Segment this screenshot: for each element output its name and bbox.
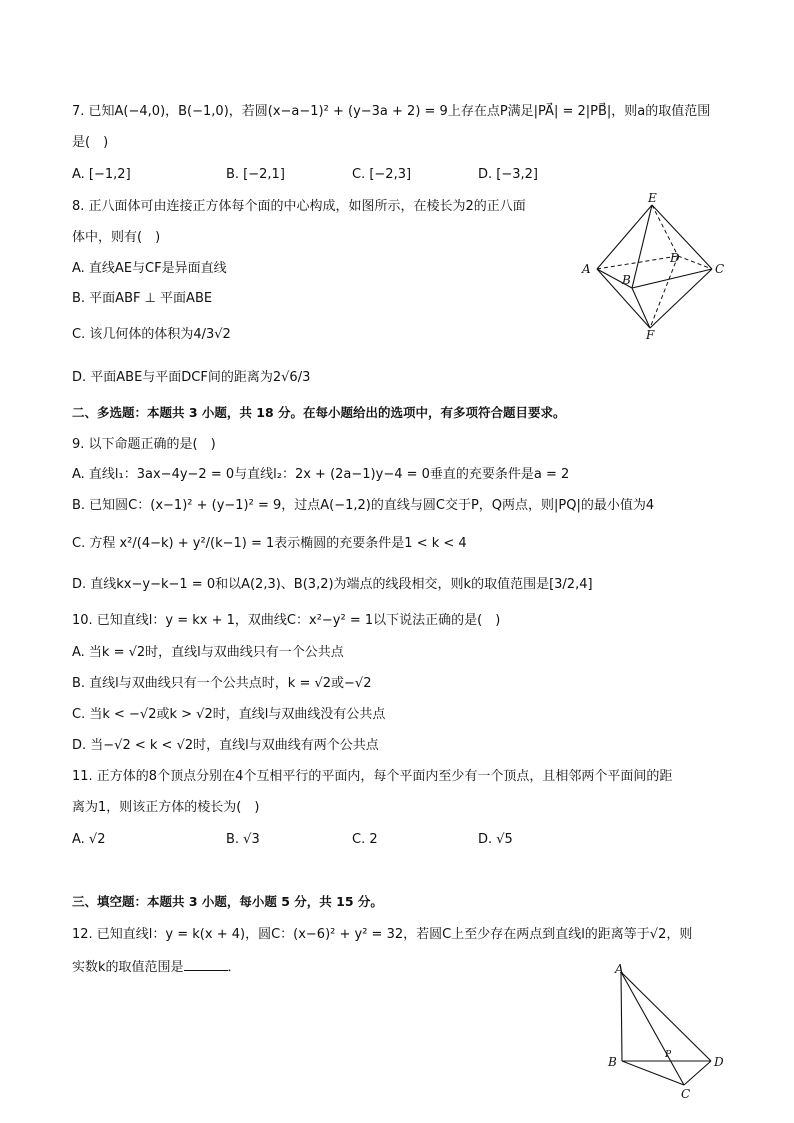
fig8-label-f: F <box>646 328 655 342</box>
q11-option-d: D. √5 <box>478 832 513 847</box>
q8-stem-line1: 8. 正八面体可由连接正方体每个面的中心构成，如图所示，在棱长为2的正八面 <box>72 199 526 214</box>
q9-option-c: C. 方程 x²/(4−k) + y²/(k−1) = 1表示椭圆的充要条件是1 < k < 4 <box>72 536 467 551</box>
section-2-heading: 二、多选题：本题共 3 小题，共 18 分。在每小题给出的选项中，有多项符合题目要求。 <box>72 405 566 420</box>
q12-answer-blank <box>184 958 228 971</box>
fig12-label-c: C <box>681 1087 691 1101</box>
tetrahedron-figure <box>605 962 735 1102</box>
q12-stem-line1: 12. 已知直线l：y = k(x + 4)，圆C：(x−6)² + y² = 32，若圆C上至少存在两点到直线l的距离等于√2，则 <box>72 927 693 942</box>
q12-stem-line2-text: 实数k的取值范围是 <box>72 960 184 975</box>
q9-stem: 9. 以下命题正确的是( ) <box>72 437 216 452</box>
fig12-label-b: B <box>608 1055 617 1069</box>
fig12-label-p: P <box>665 1050 672 1060</box>
q12-stem-line2-end: ． <box>227 960 241 975</box>
q7-option-c: C. [−2,3] <box>352 167 412 182</box>
q9-option-a: A. 直线l₁：3ax−4y−2 = 0与直线l₂：2x + (2a−1)y−4 = 0垂直的充要条件是a = 2 <box>72 467 570 482</box>
q7-option-b: B. [−2,1] <box>226 167 285 182</box>
q8-option-a: A. 直线AE与CF是异面直线 <box>72 261 227 276</box>
fig8-label-c: C <box>715 262 725 276</box>
fig8-label-a: A <box>582 262 591 276</box>
q11-stem-line1: 11. 正方体的8个顶点分别在4个互相平行的平面内，每个平面内至少有一个顶点，且相邻两个平面间的距 <box>72 769 673 784</box>
q10-option-c: C. 当k < −√2或k > √2时，直线l与双曲线没有公共点 <box>72 707 386 722</box>
fig8-label-e: E <box>648 192 657 205</box>
q8-stem-line2: 体中，则有( ) <box>72 230 161 245</box>
q10-option-d: D. 当−√2 < k < √2时，直线l与双曲线有两个公共点 <box>72 738 379 753</box>
q8-option-c: C. 该几何体的体积为4/3√2 <box>72 327 231 342</box>
q11-option-c: C. 2 <box>352 832 378 847</box>
fig8-label-d: D <box>670 251 680 265</box>
fig12-label-a: A <box>615 962 624 976</box>
q9-option-d: D. 直线kx−y−k−1 = 0和以A(2,3)、B(3,2)为端点的线段相交，则k的取值范围是[3/2,4] <box>72 577 593 592</box>
section-3-heading: 三、填空题：本题共 3 小题，每小题 5 分，共 15 分。 <box>72 894 383 909</box>
octahedron-figure <box>578 192 728 342</box>
q11-option-b: B. √3 <box>226 832 260 847</box>
q8-option-d: D. 平面ABE与平面DCF间的距离为2√6/3 <box>72 370 311 385</box>
q10-stem: 10. 已知直线l：y = kx + 1，双曲线C：x²−y² = 1以下说法正确的是( ) <box>72 613 501 628</box>
q12-stem-line2 <box>72 958 241 977</box>
q10-option-a: A. 当k = √2时，直线l与双曲线只有一个公共点 <box>72 645 344 660</box>
q7-option-d: D. [−3,2] <box>478 167 538 182</box>
fig12-label-d: D <box>714 1055 724 1069</box>
q11-option-a: A. √2 <box>72 832 106 847</box>
q7-stem-line2: 是( ) <box>72 135 109 150</box>
q8-option-b: B. 平面ABF ⊥ 平面ABE <box>72 291 213 306</box>
q7-stem-line1: 7. 已知A(−4,0)，B(−1,0)，若圆(x−a−1)² + (y−3a + 2) = 9上存在点P满足|PA⃗| = 2|PB⃗|，则a的取值范围 <box>72 104 711 119</box>
q11-stem-line2: 离为1，则该正方体的棱长为( ) <box>72 800 260 815</box>
q10-option-b: B. 直线l与双曲线只有一个公共点时，k = √2或−√2 <box>72 676 372 691</box>
q7-option-a: A. [−1,2] <box>72 167 131 182</box>
q9-option-b: B. 已知圆C：(x−1)² + (y−1)² = 9，过点A(−1,2)的直线与圆C交于P，Q两点，则|PQ|的最小值为4 <box>72 498 655 513</box>
fig8-label-b: B <box>622 273 631 287</box>
